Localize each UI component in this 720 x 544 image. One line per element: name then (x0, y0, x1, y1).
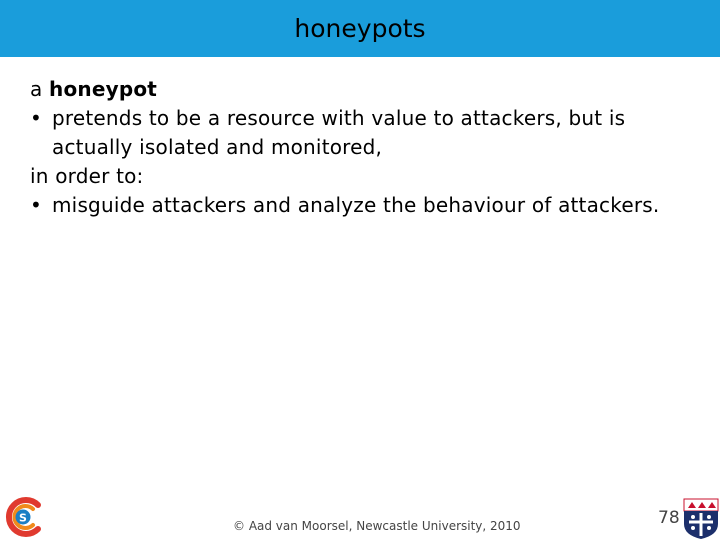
bullet-continuation: actually isolated and monitored, (52, 135, 383, 159)
connector-line: in order to: (30, 164, 144, 188)
bullet-symbol: • (30, 193, 42, 217)
slide-body (30, 75, 710, 220)
svg-text:S: S (19, 511, 27, 525)
page-number: 78 (658, 508, 680, 528)
title-bar (0, 0, 720, 57)
cs-swirl-logo-icon (2, 495, 44, 539)
bullet-text: misguide attackers and analyze the behaviour of attackers. (52, 193, 660, 217)
bullet-item (30, 104, 710, 162)
footer-copyright: © Aad van Moorsel, Newcastle University, 2010 (233, 519, 521, 533)
intro-line (30, 75, 710, 104)
intro-term: honeypot (49, 77, 158, 101)
intro-prefix: a (30, 77, 43, 101)
slide-title: honeypots (294, 14, 426, 43)
bullet-item (30, 191, 710, 220)
bullet-symbol: • (30, 106, 42, 130)
bullet-text: pretends to be a resource with value to attackers, but is (52, 106, 626, 130)
university-crest-icon (683, 498, 719, 540)
